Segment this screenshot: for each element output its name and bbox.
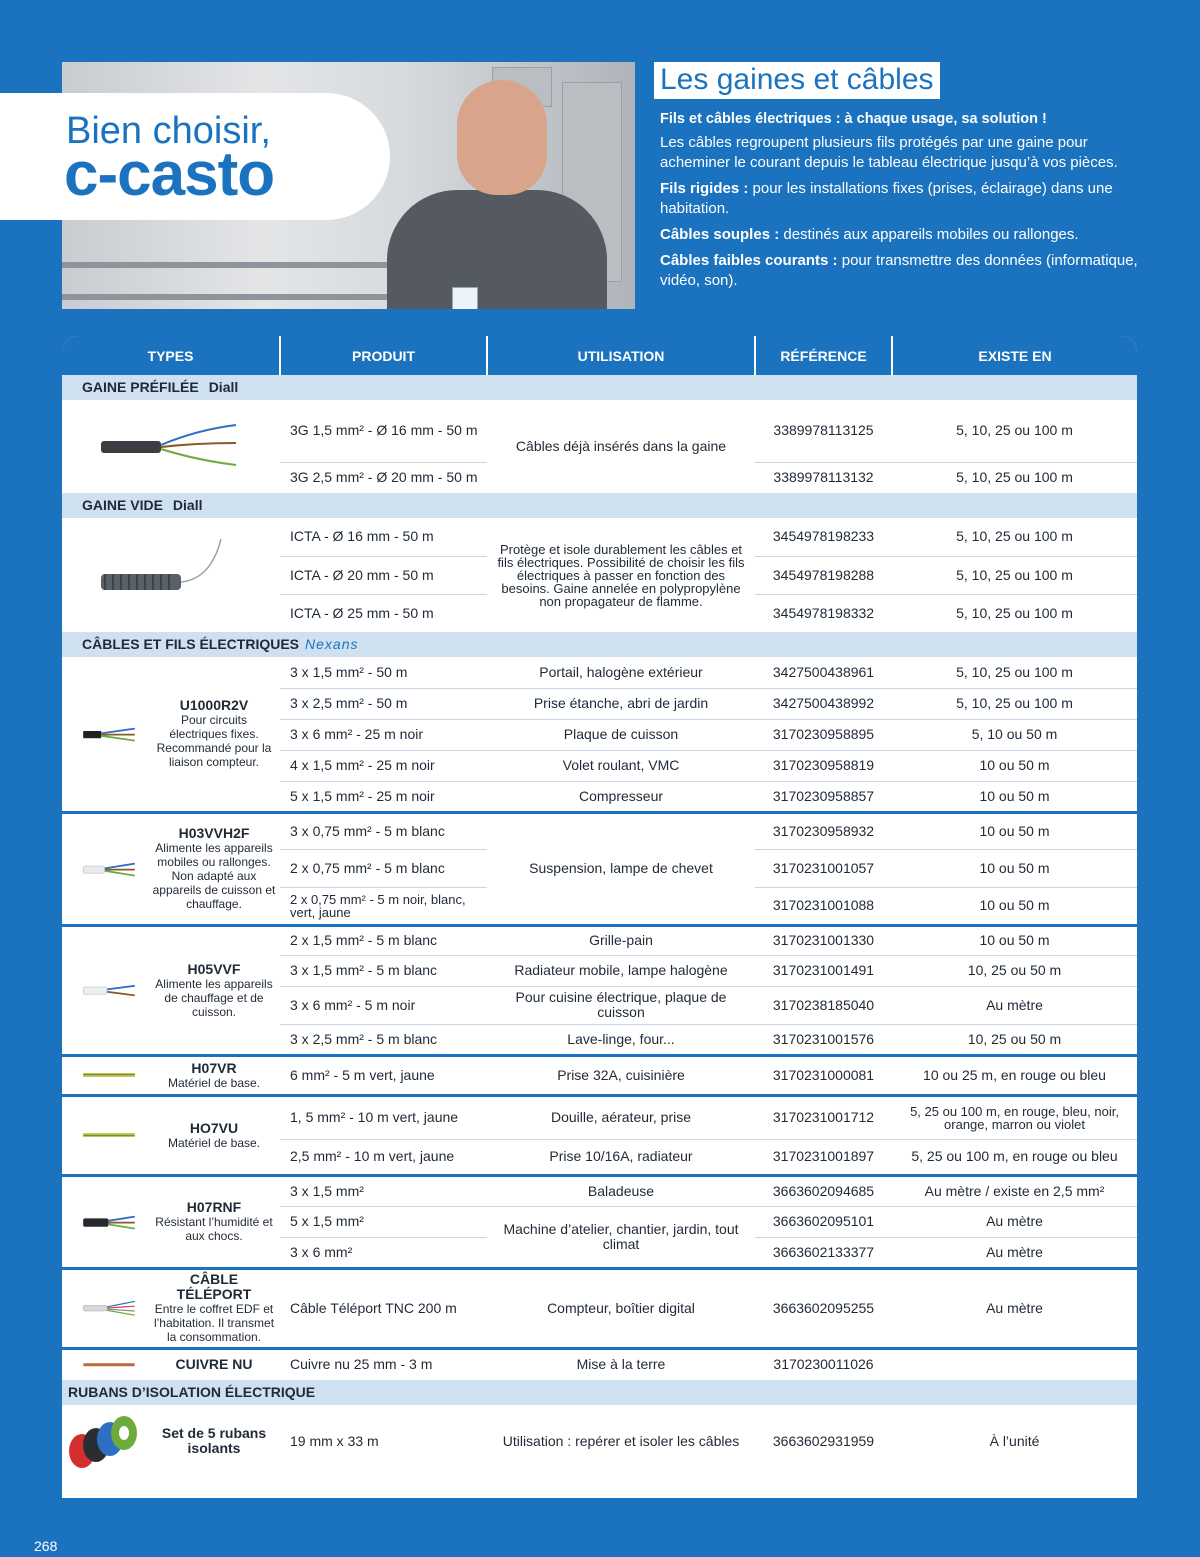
table-row — [62, 925, 1137, 955]
type-h03vvh2f: H03VVH2F Alimente les appareils mobiles ou rallonges. Non adapté aux appareils de cuisson et chauffage. — [62, 812, 280, 925]
reference: 3170231000081 — [755, 1055, 892, 1095]
available-in: 5, 10, 25 ou 100 m — [892, 462, 1137, 493]
brand-line1: Bien choisir, — [66, 110, 271, 152]
col-existe-en: EXISTE EN — [892, 336, 1137, 375]
product: ICTA - Ø 20 mm - 50 m — [280, 556, 487, 594]
product: 3G 1,5 mm² - Ø 16 mm - 50 m — [290, 422, 478, 439]
available-in: 10 ou 50 m — [892, 812, 1137, 849]
usage: Portail, halogène extérieur — [539, 663, 703, 680]
usage: Prise 32A, cuisinière — [487, 1055, 755, 1095]
reference: 3170231001491 — [755, 955, 892, 986]
usage: Lave-linge, four... — [487, 1024, 755, 1055]
usage: Prise étanche, abri de jardin — [487, 688, 755, 719]
available-in: 5, 10, 25 ou 100 m — [956, 528, 1073, 545]
cable-icon — [66, 860, 152, 878]
table-row — [62, 812, 1137, 849]
reference: 3170231001576 — [755, 1024, 892, 1055]
tape-rolls-icon — [66, 1411, 152, 1471]
product: 3 x 6 mm² — [280, 1237, 487, 1268]
available-in: Au mètre — [892, 1206, 1137, 1237]
available-in: 5, 10, 25 ou 100 m — [892, 556, 1137, 594]
reference: 3170230958895 — [755, 719, 892, 750]
usage: Prise 10/16A, radiateur — [487, 1139, 755, 1175]
section-cables-fils: CÂBLES ET FILS ÉLECTRIQUES Nexans — [62, 632, 1137, 657]
usage: Machine d’atelier, chantier, jardin, tout climat — [487, 1206, 755, 1268]
type-rubans: Set de 5 rubans isolants — [62, 1405, 280, 1477]
reference: 3170231001897 — [755, 1139, 892, 1175]
page-number: 268 — [34, 1538, 58, 1554]
available-in: À l’unité — [989, 1432, 1040, 1449]
product: ICTA - Ø 16 mm - 50 m — [290, 528, 434, 545]
product: 3 x 6 mm² - 5 m noir — [280, 986, 487, 1024]
available-in: 10 ou 25 m, en rouge ou bleu — [892, 1055, 1137, 1095]
available-in: 5, 10, 25 ou 100 m — [956, 663, 1073, 680]
section-gaine-prefilee: GAINE PRÉFILÉE Diall — [62, 375, 1137, 400]
available-in: Au mètre — [892, 1237, 1137, 1268]
product: 4 x 1,5 mm² - 25 m noir — [280, 750, 487, 781]
product: 6 mm² - 5 m vert, jaune — [280, 1055, 487, 1095]
available-in — [892, 1348, 1137, 1380]
reference: 3170231001330 — [755, 925, 892, 955]
table-header — [62, 336, 1137, 375]
type-h05vvf: H05VVF Alimente les appareils de chauffage et de cuisson. — [62, 925, 280, 1055]
available-in: 5, 10, 25 ou 100 m — [892, 688, 1137, 719]
product: 19 mm x 33 m — [290, 1432, 379, 1449]
table-row — [62, 1055, 1137, 1095]
usage: Douille, aérateur, prise — [487, 1095, 755, 1139]
usage: Baladeuse — [487, 1175, 755, 1206]
usage: Protège et isole durablement les câbles et fils électriques. Possibilité de choisir les fils électriques à passer en fonction des besoins. Gaine annelée en polypropylène non propagateur de flamme. — [497, 541, 745, 609]
table-row — [62, 518, 1137, 556]
reference: 3170230011026 — [755, 1348, 892, 1380]
reference: 3427500438992 — [755, 688, 892, 719]
gaine-prefilee-icon — [101, 415, 241, 475]
product: ICTA - Ø 25 mm - 50 m — [280, 594, 487, 632]
reference: 3170238185040 — [755, 986, 892, 1024]
table-row — [62, 1268, 1137, 1348]
table-row — [62, 1175, 1137, 1206]
type-u1000r2v: U1000R2V Pour circuits électriques fixes. Recommandé pour la liaison compteur. — [62, 657, 280, 812]
available-in: 5, 10, 25 ou 100 m — [956, 422, 1073, 439]
reference: 3170231001712 — [755, 1095, 892, 1139]
usage: Grille-pain — [487, 925, 755, 955]
product: 3G 2,5 mm² - Ø 20 mm - 50 m — [280, 462, 487, 493]
nexans-logo: Nexans — [305, 636, 359, 652]
available-in: 10 ou 50 m — [892, 781, 1137, 812]
table-row — [62, 1095, 1137, 1139]
usage: Pour cuisine électrique, plaque de cuisson — [487, 986, 755, 1024]
type-cuivre-nu: CUIVRE NU — [62, 1348, 280, 1380]
usage: Utilisation : repérer et isoler les câbles — [502, 1432, 740, 1449]
available-in: 10 ou 50 m — [892, 925, 1137, 955]
shelf — [62, 294, 392, 300]
section-gaine-vide: GAINE VIDE Diall — [62, 493, 1137, 518]
usage: Mise à la terre — [487, 1348, 755, 1380]
staff-badge — [452, 287, 478, 309]
cable-icon — [66, 1126, 152, 1144]
available-in: 5, 25 ou 100 m, en rouge, bleu, noir, orange, marron ou violet — [892, 1095, 1137, 1139]
usage: Compresseur — [487, 781, 755, 812]
reference: 3663602094685 — [755, 1175, 892, 1206]
product: 3 x 2,5 mm² - 50 m — [280, 688, 487, 719]
intro-paragraph: Câbles faibles courants : pour transmettre des données (informatique, vidéo, son). — [660, 252, 1138, 289]
table-row — [62, 1348, 1137, 1380]
intro — [660, 62, 1160, 291]
reference: 3170230958857 — [755, 781, 892, 812]
cable-icon — [66, 981, 152, 999]
reference: 3170230958932 — [755, 812, 892, 849]
product: 3 x 6 mm² - 25 m noir — [280, 719, 487, 750]
reference: 3663602095101 — [755, 1206, 892, 1237]
type-h07vr: H07VR Matériel de base. — [62, 1055, 280, 1095]
reference: 3663602133377 — [755, 1237, 892, 1268]
col-reference: RÉFÉRENCE — [755, 336, 892, 375]
available-in: Au mètre — [892, 1268, 1137, 1348]
reference: 3663602931959 — [772, 1432, 875, 1449]
reference: 3170231001088 — [755, 887, 892, 925]
page-title: Les gaines et câbles — [654, 62, 940, 99]
diall-logo: Diall — [172, 497, 203, 513]
person — [387, 190, 607, 309]
intro-paragraph: Fils rigides : pour les installations fixes (prises, éclairage) dans une habitation. — [660, 180, 1113, 217]
product: 2 x 0,75 mm² - 5 m blanc — [280, 849, 487, 887]
table-row — [62, 657, 1137, 688]
reference: 3389978113132 — [755, 462, 892, 493]
cable-icon — [66, 725, 152, 743]
available-in: 5, 10 ou 50 m — [892, 719, 1137, 750]
product: 3 x 1,5 mm² — [280, 1175, 487, 1206]
reference: 3427500438961 — [772, 663, 875, 680]
reference: 3170231001057 — [755, 849, 892, 887]
reference: 3454978198288 — [755, 556, 892, 594]
reference: 3454978198233 — [772, 528, 875, 545]
product: 2,5 mm² - 10 m vert, jaune — [280, 1139, 487, 1175]
usage: Radiateur mobile, lampe halogène — [487, 955, 755, 986]
cable-image — [62, 518, 280, 632]
shelf — [62, 262, 392, 268]
cable-icon — [66, 1356, 152, 1374]
reference: 3389978113125 — [773, 422, 874, 439]
reference: 3454978198332 — [755, 594, 892, 632]
available-in: 10, 25 ou 50 m — [892, 1024, 1137, 1055]
available-in: 10 ou 50 m — [892, 887, 1137, 925]
available-in: Au mètre — [892, 986, 1137, 1024]
product: Cuivre nu 25 mm - 3 m — [280, 1348, 487, 1380]
brand-logo: c-casto — [64, 140, 275, 209]
col-utilisation: UTILISATION — [487, 336, 755, 375]
cable-icon — [66, 1213, 152, 1231]
intro-subtitle: Fils et câbles électriques : à chaque usage, sa solution ! — [660, 111, 1047, 127]
available-in: Au mètre / existe en 2,5 mm² — [892, 1175, 1137, 1206]
product: 5 x 1,5 mm² - 25 m noir — [280, 781, 487, 812]
col-types: TYPES — [62, 336, 280, 375]
type-h07vu: HO7VU Matériel de base. — [62, 1095, 280, 1175]
usage: Compteur, boîtier digital — [487, 1268, 755, 1348]
product: 2 x 1,5 mm² - 5 m blanc — [280, 925, 487, 955]
table-row — [62, 1405, 1137, 1477]
product: 3 x 1,5 mm² - 5 m blanc — [280, 955, 487, 986]
usage: Câbles déjà insérés dans la gaine — [515, 438, 727, 454]
usage: Suspension, lampe de chevet — [487, 812, 755, 925]
diall-logo: Diall — [208, 379, 239, 395]
intro-paragraph: Câbles souples : destinés aux appareils mobiles ou rallonges. — [660, 226, 1079, 243]
product: 1, 5 mm² - 10 m vert, jaune — [280, 1095, 487, 1139]
section-rubans: RUBANS D’ISOLATION ÉLECTRIQUE — [62, 1380, 1137, 1405]
cable-icon — [66, 1066, 152, 1084]
gaine-vide-icon — [101, 534, 241, 614]
type-cable-teleport: CÂBLE TÉLÉPORT Entre le coffret EDF et l’habitation. Il transmet la consommation. — [62, 1268, 280, 1348]
person-head — [457, 80, 547, 195]
usage: Volet roulant, VMC — [487, 750, 755, 781]
cable-image — [62, 400, 280, 493]
reference: 3170230958819 — [755, 750, 892, 781]
available-in: 5, 25 ou 100 m, en rouge ou bleu — [892, 1139, 1137, 1175]
product: 5 x 1,5 mm² — [280, 1206, 487, 1237]
intro-paragraph: Les câbles regroupent plusieurs fils protégés par une gaine pour acheminer le courant depuis le tableau électrique jusqu’à vos pièces. — [660, 134, 1118, 171]
type-h07rnf: H07RNF Résistant l’humidité et aux chocs. — [62, 1175, 280, 1268]
product: Câble Téléport TNC 200 m — [280, 1268, 487, 1348]
available-in: 10 ou 50 m — [892, 750, 1137, 781]
cable-table — [62, 336, 1137, 1498]
product: 3 x 2,5 mm² - 5 m blanc — [280, 1024, 487, 1055]
product: 3 x 1,5 mm² - 50 m — [290, 663, 408, 680]
cable-icon — [66, 1299, 152, 1317]
product: 2 x 0,75 mm² - 5 m noir, blanc, vert, jaune — [280, 887, 487, 925]
available-in: 5, 10, 25 ou 100 m — [892, 594, 1137, 632]
available-in: 10, 25 ou 50 m — [892, 955, 1137, 986]
available-in: 10 ou 50 m — [892, 849, 1137, 887]
reference: 3663602095255 — [755, 1268, 892, 1348]
table-row — [62, 400, 1137, 462]
col-produit: PRODUIT — [280, 336, 487, 375]
usage: Plaque de cuisson — [487, 719, 755, 750]
product: 3 x 0,75 mm² - 5 m blanc — [280, 812, 487, 849]
